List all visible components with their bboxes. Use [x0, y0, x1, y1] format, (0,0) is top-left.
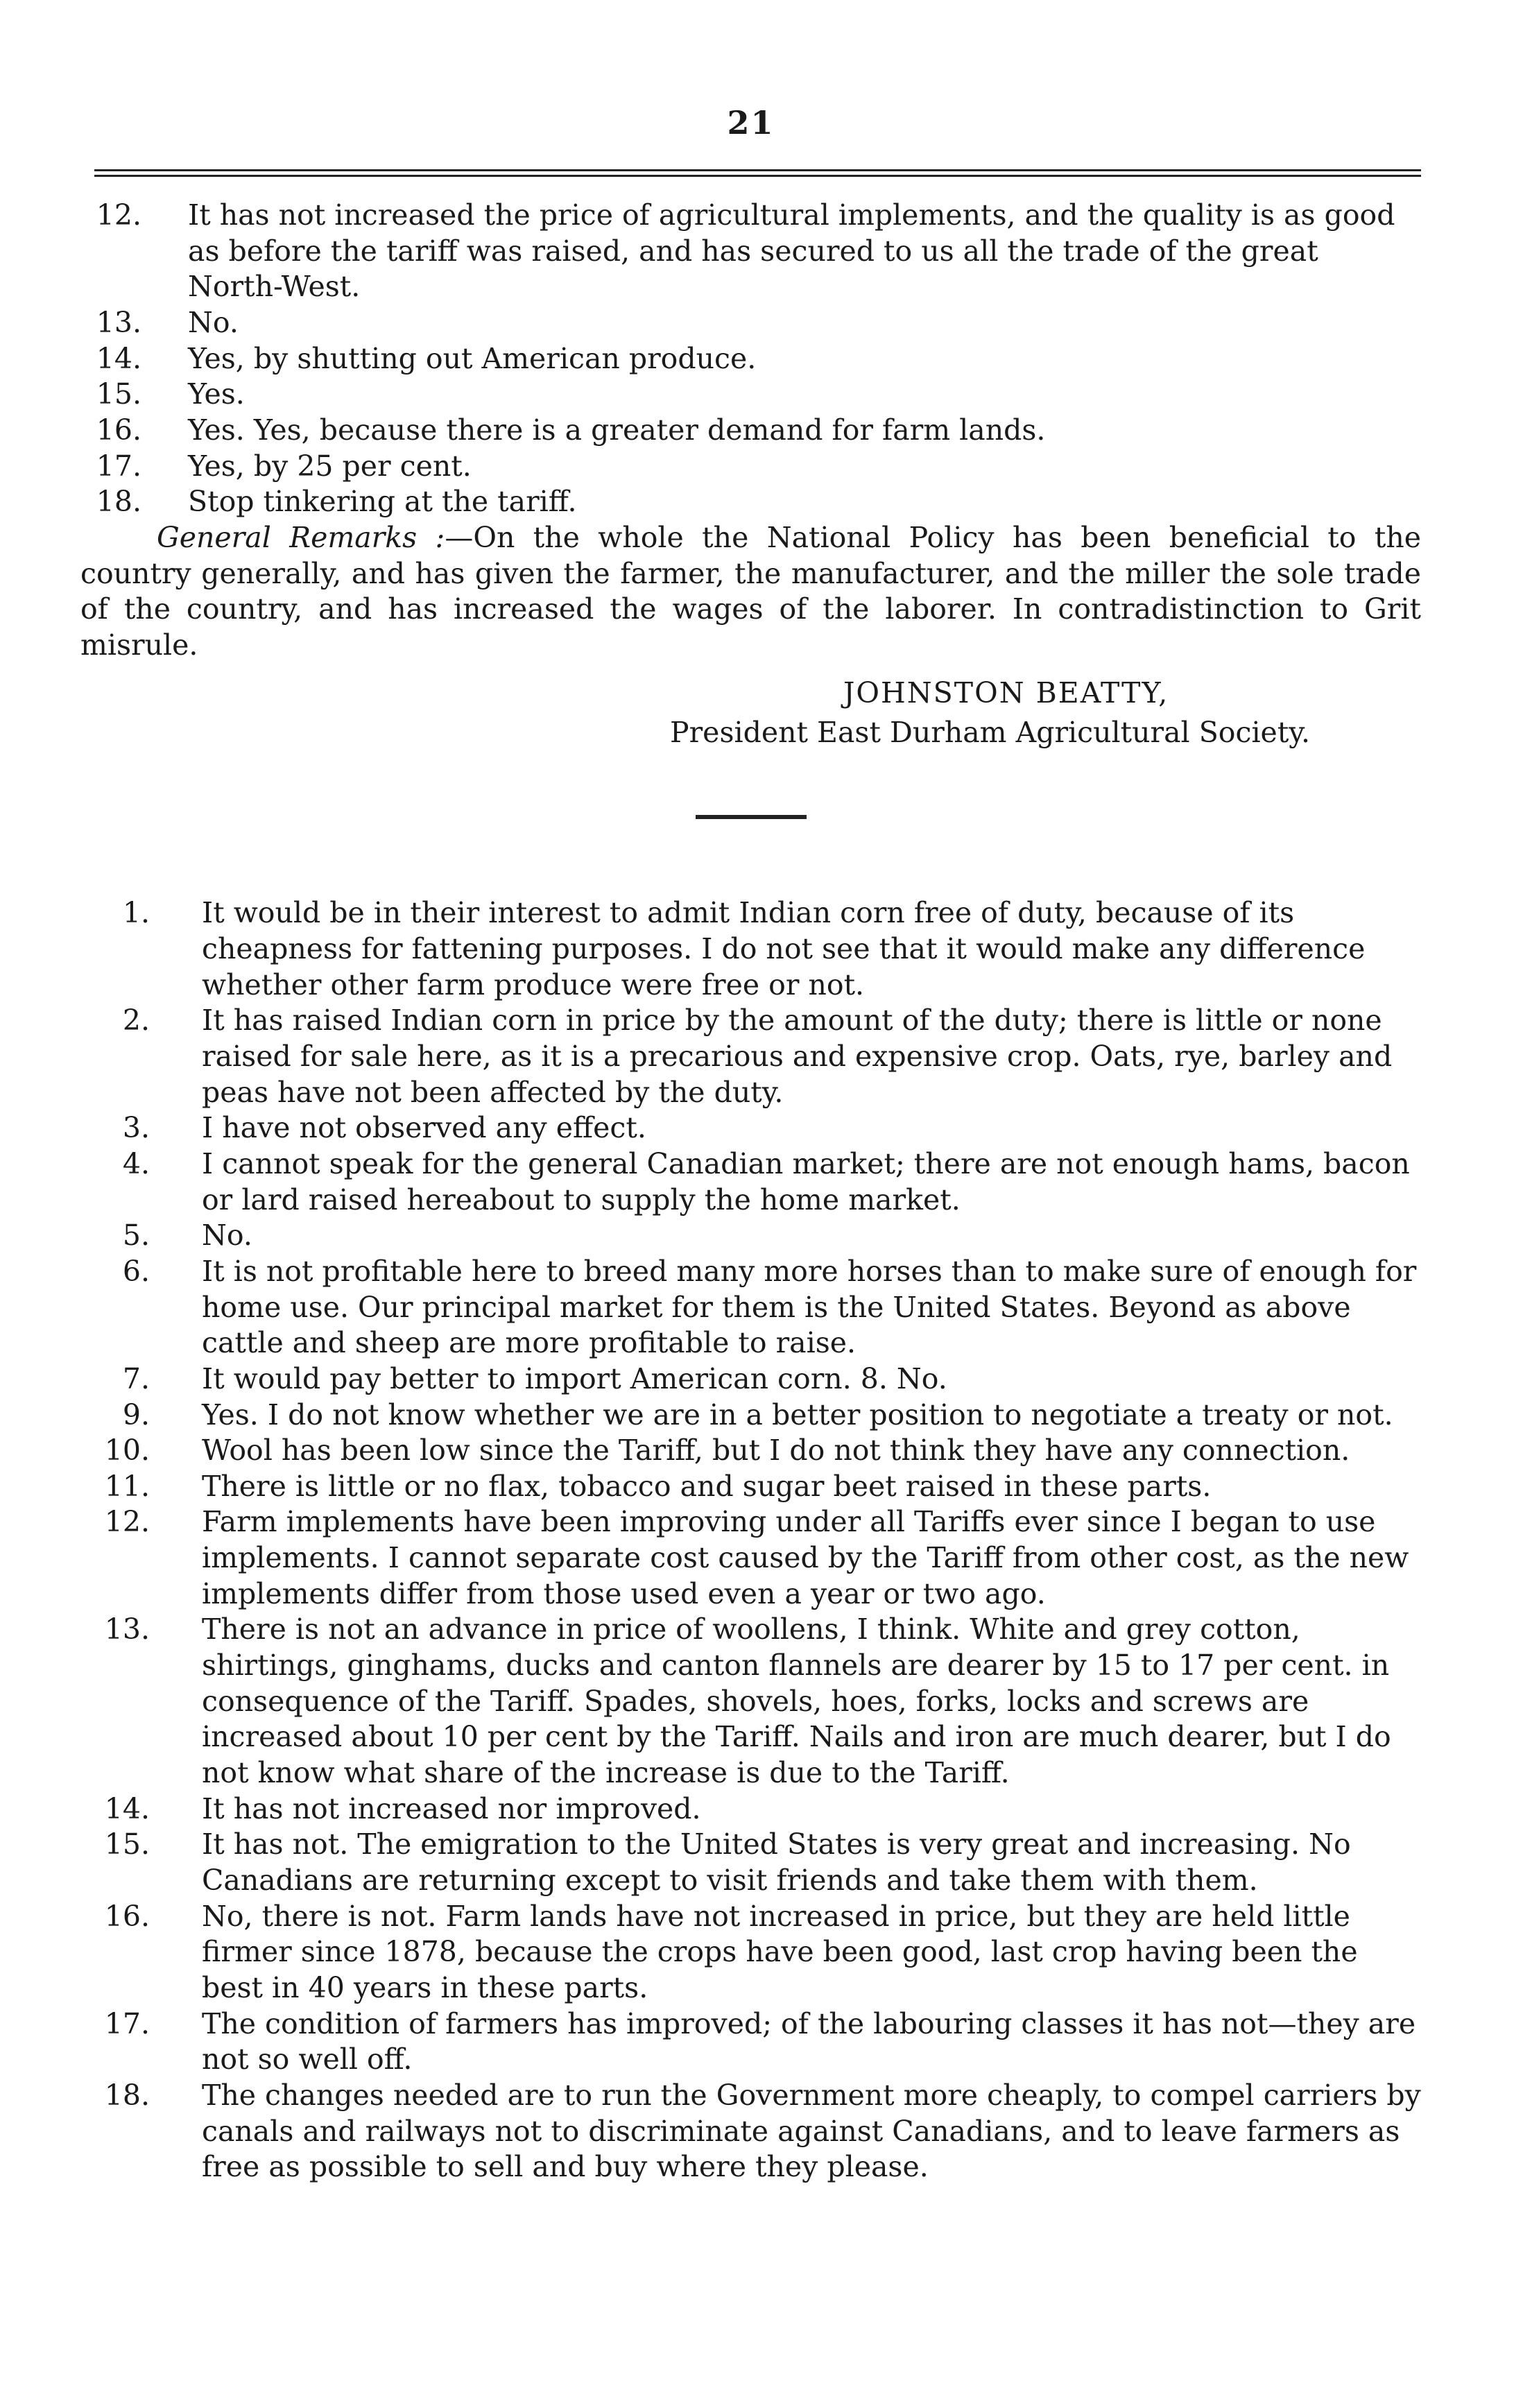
answer-number: 9. — [122, 1398, 150, 1431]
answer-number: 14. — [104, 1791, 150, 1825]
general-remarks-label: General Remarks : — [157, 520, 445, 554]
answer-item — [80, 1398, 1421, 1434]
answer-text: Yes. I do not know whether we are in a better position to negotiate a treaty or not. — [202, 1398, 1393, 1431]
answer-text: It has not increased the price of agricultural implements, and the quality is as good as before the tariff was raised, and has secured to us all the trade of the great North-West. — [188, 198, 1395, 304]
answer-item — [80, 198, 1421, 305]
answer-text: Stop tinkering at the tariff. — [188, 485, 577, 519]
answer-text: Wool has been low since the Tariff, but I do not think they have any connection. — [202, 1434, 1350, 1468]
answer-item — [80, 1504, 1421, 1612]
answer-text: Yes. Yes, because there is a greater demand for farm lands. — [188, 413, 1046, 447]
section-divider — [696, 815, 807, 819]
answer-number: 18. — [104, 2078, 150, 2112]
answer-item — [80, 1110, 1421, 1146]
answer-item — [80, 1146, 1421, 1218]
answer-text: It is not profitable here to breed many more horses than to make sure of enough for home use. Our principal market for them is the United States. Beyond as above cattle and sheep are more profitable to raise. — [202, 1254, 1417, 1360]
answers-section-1 — [80, 198, 1421, 520]
answer-text: No. — [188, 305, 239, 339]
answer-item — [80, 1612, 1421, 1791]
answer-text: Yes, by 25 per cent. — [188, 449, 472, 483]
answer-number: 18. — [96, 485, 141, 519]
answer-text: It has raised Indian corn in price by the amount of the duty; there is little or none raised for sale here, as it is a precarious and expensive crop. Oats, rye, barley and peas have not been affected by the duty. — [202, 1004, 1393, 1109]
answer-text: Farm implements have been improving under all Tariffs ever since I began to use implements. I cannot separate cost caused by the Tariff from other cost, as the new implements differ from those used even a year or two ago. — [202, 1505, 1409, 1610]
answer-item — [80, 1254, 1421, 1361]
answer-number: 12. — [96, 198, 141, 232]
general-remarks — [80, 520, 1421, 664]
answer-item — [80, 2006, 1421, 2078]
answer-number: 13. — [96, 305, 141, 339]
answer-item — [80, 895, 1421, 1003]
answer-number: 7. — [122, 1361, 150, 1395]
answer-item — [80, 1003, 1421, 1110]
answer-number: 1. — [122, 896, 150, 930]
answer-item — [80, 341, 1421, 377]
answer-text: There is not an advance in price of woollens, I think. White and grey cotton, shirtings, ginghams, ducks and canton flannels are dearer by 15 to 17 per cent. in consequence of the Tariff. Spades, shovels, hoes, forks, locks and screws are increased about 10 per cent by the Tariff. Nails and iron are much dearer, but I do not know what share of the increase is due to the Tariff. — [202, 1613, 1391, 1790]
answer-number: 3. — [122, 1111, 150, 1145]
page-number: 21 — [727, 104, 775, 141]
header-rule — [94, 169, 1421, 177]
answer-item — [80, 484, 1421, 520]
answer-number: 16. — [104, 1899, 150, 1933]
answer-number: 17. — [104, 2006, 150, 2040]
answer-number: 11. — [104, 1469, 150, 1503]
answer-text: It has not. The emigration to the United States is very great and increasing. No Canadians are returning except to visit friends and take them with them. — [202, 1828, 1351, 1898]
answer-text: I have not observed any effect. — [202, 1111, 646, 1145]
answer-number: 10. — [104, 1434, 150, 1468]
general-remarks-text: —On the whole the National Policy has been beneficial to the country generally, and has given the farmer, the manufacturer, and the miller the sole trade of the country, and has increased the wages of the laborer. In contradistinction to Grit misrule. — [80, 520, 1421, 662]
answer-text: There is little or no flax, tobacco and sugar beet raised in these parts. — [202, 1469, 1212, 1503]
answer-number: 16. — [96, 413, 141, 447]
answer-text: It has not increased nor improved. — [202, 1791, 701, 1825]
answer-text: The condition of farmers has improved; of the labouring classes it has not—they are not so well off. — [202, 2006, 1416, 2076]
answer-number: 12. — [104, 1505, 150, 1539]
answer-item — [80, 1361, 1421, 1398]
answer-number: 5. — [122, 1219, 150, 1253]
signature-name: JOHNSTON BEATTY, — [843, 676, 1169, 710]
answer-item — [80, 2078, 1421, 2185]
answer-text: No, there is not. Farm lands have not increased in price, but they are held little firmer since 1878, because the crops have been good, last crop having been the best in 40 years in these parts. — [202, 1899, 1358, 2004]
answer-item — [80, 1791, 1421, 1828]
answer-number: 14. — [96, 341, 141, 375]
answer-item — [80, 1827, 1421, 1898]
answer-text: Yes. — [188, 377, 245, 411]
answer-number: 13. — [104, 1613, 150, 1646]
answer-item — [80, 1469, 1421, 1505]
answer-text: I cannot speak for the general Canadian market; there are not enough hams, bacon or lard raised hereabout to supply the home market. — [202, 1146, 1410, 1216]
answer-item — [80, 377, 1421, 413]
answer-number: 4. — [122, 1146, 150, 1180]
answer-item — [80, 1433, 1421, 1469]
answer-item — [80, 1218, 1421, 1254]
answer-item — [80, 1899, 1421, 2006]
answer-number: 6. — [122, 1254, 150, 1288]
answer-text: It would be in their interest to admit Indian corn free of duty, because of its cheapness for fattening purposes. I do not see that it would make any difference whether other farm produce were free or not. — [202, 896, 1366, 1001]
answer-item — [80, 449, 1421, 485]
signature-block — [80, 673, 1421, 753]
answer-number: 15. — [104, 1828, 150, 1861]
answer-item — [80, 305, 1421, 341]
signature-title: President East Durham Agricultural Society. — [670, 715, 1311, 749]
answer-text: The changes needed are to run the Government more cheaply, to compel carriers by canals and railways not to discriminate against Canadians, and to leave farmers as free as possible to sell and buy where they please. — [202, 2078, 1421, 2184]
answer-number: 2. — [122, 1004, 150, 1038]
answer-number: 15. — [96, 377, 141, 411]
answer-number: 17. — [96, 449, 141, 483]
answer-item — [80, 413, 1421, 449]
answers-section-2 — [80, 895, 1421, 2185]
answer-text: No. — [202, 1219, 252, 1253]
answer-text: It would pay better to import American corn. 8. No. — [202, 1361, 947, 1395]
answer-text: Yes, by shutting out American produce. — [188, 341, 757, 375]
